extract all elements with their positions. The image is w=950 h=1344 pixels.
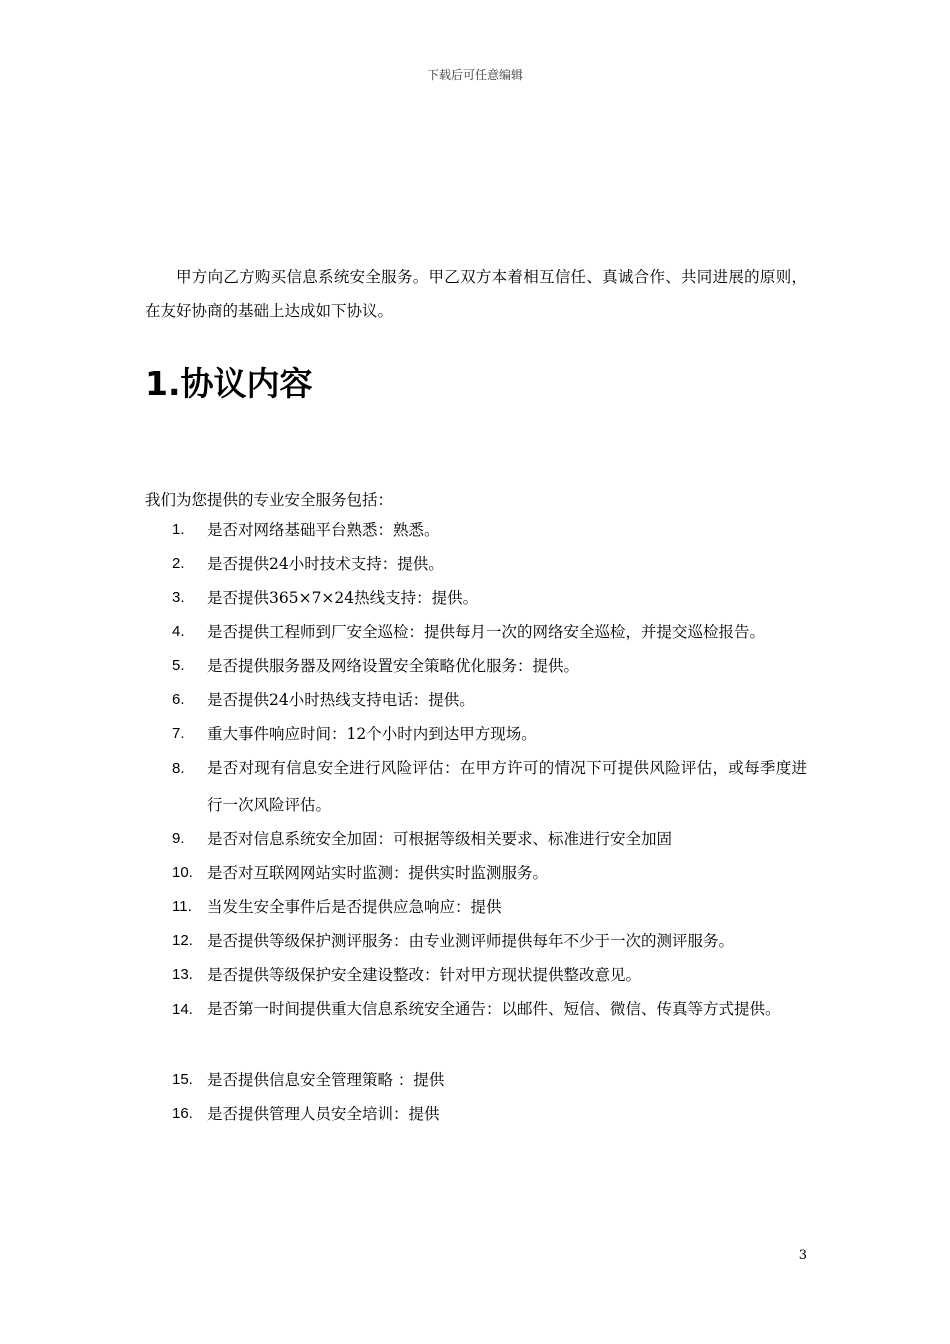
list-item-number: 15.: [172, 1071, 193, 1088]
section-title: 1.协议内容: [145, 364, 313, 403]
list-item: [145, 1062, 807, 1096]
list-item-number: 16.: [172, 1105, 193, 1122]
list-item: [145, 682, 807, 716]
list-item: [145, 580, 807, 614]
list-item-text: 是否提供24小时技术支持：提供。: [207, 555, 444, 573]
list-item-text: 是否第一时间提供重大信息系统安全通告：以邮件、短信、微信、传真等方式提供。: [207, 1000, 781, 1018]
list-item-text: 是否提供365×7×24热线支持：提供。: [207, 589, 479, 607]
list-item-text: 是否提供服务器及网络设置安全策略优化服务：提供。: [207, 657, 580, 675]
list-item-number: 9.: [172, 830, 185, 847]
list-item-number: 1.: [172, 521, 185, 538]
list-item-text: 是否提供工程师到厂安全巡检：提供每月一次的网络安全巡检，并提交巡检报告。: [207, 623, 766, 641]
list-item: [145, 855, 807, 889]
list-item-text: 当发生安全事件后是否提供应急响应：提供: [207, 898, 502, 916]
list-item: [145, 923, 807, 957]
services-list: [145, 512, 807, 1130]
list-item: [145, 957, 807, 991]
list-item-text: 是否提供等级保护安全建设整改：针对甲方现状提供整改意见。: [207, 966, 642, 984]
list-item-text: 是否提供24小时热线支持电话：提供。: [207, 691, 475, 709]
list-item: [145, 821, 807, 855]
list-item-number: 13.: [172, 966, 193, 983]
list-item: [145, 716, 807, 750]
header-note: 下载后可任意编辑: [426, 68, 523, 82]
list-item-number: 8.: [172, 760, 185, 777]
list-item: [145, 614, 807, 648]
list-item-number: 5.: [172, 657, 185, 674]
list-item-number: 12.: [172, 932, 193, 949]
list-item-number: 3.: [172, 589, 185, 606]
list-item-text: 是否提供等级保护测评服务：由专业测评师提供每年不少于一次的测评服务。: [207, 932, 735, 950]
list-item-number: 7.: [172, 725, 185, 742]
list-item: [145, 648, 807, 682]
list-item: [145, 991, 807, 1062]
list-item: [145, 889, 807, 923]
list-item-number: 10.: [172, 864, 193, 881]
list-item-number: 14.: [172, 1001, 193, 1018]
page-number: 3: [798, 1248, 807, 1263]
list-item-number: 2.: [172, 555, 185, 572]
list-item-number: 6.: [172, 691, 185, 708]
list-item-text: 是否提供管理人员安全培训：提供: [207, 1105, 440, 1123]
list-item-text: 是否对网络基础平台熟悉：熟悉。: [207, 521, 440, 539]
services-lead: 我们为您提供的专业安全服务包括：: [145, 491, 394, 509]
list-item-number: 11.: [172, 898, 192, 915]
list-item: [145, 750, 807, 821]
list-item: [145, 546, 807, 580]
list-item-text: 是否对现有信息安全进行风险评估：在甲方许可的情况下可提供风险评估，或每季度进行一次风险评估。: [207, 759, 807, 814]
list-item-text: 是否对互联网网站实时监测：提供实时监测服务。: [207, 864, 549, 882]
list-item-text: 是否提供信息安全管理策略 ：提供: [207, 1071, 445, 1089]
list-item-text: 重大事件响应时间：12个小时内到达甲方现场。: [207, 725, 537, 743]
intro-paragraph: 甲方向乙方购买信息系统安全服务。甲乙双方本着相互信任、真诚合作、共同进展的原则，在友好协商的基础上达成如下协议。: [145, 268, 807, 320]
list-item: [145, 1096, 807, 1130]
list-item: [145, 512, 807, 546]
list-item-text: 是否对信息系统安全加固：可根据等级相关要求、标准进行安全加固: [207, 830, 673, 848]
list-item-number: 4.: [172, 623, 185, 640]
